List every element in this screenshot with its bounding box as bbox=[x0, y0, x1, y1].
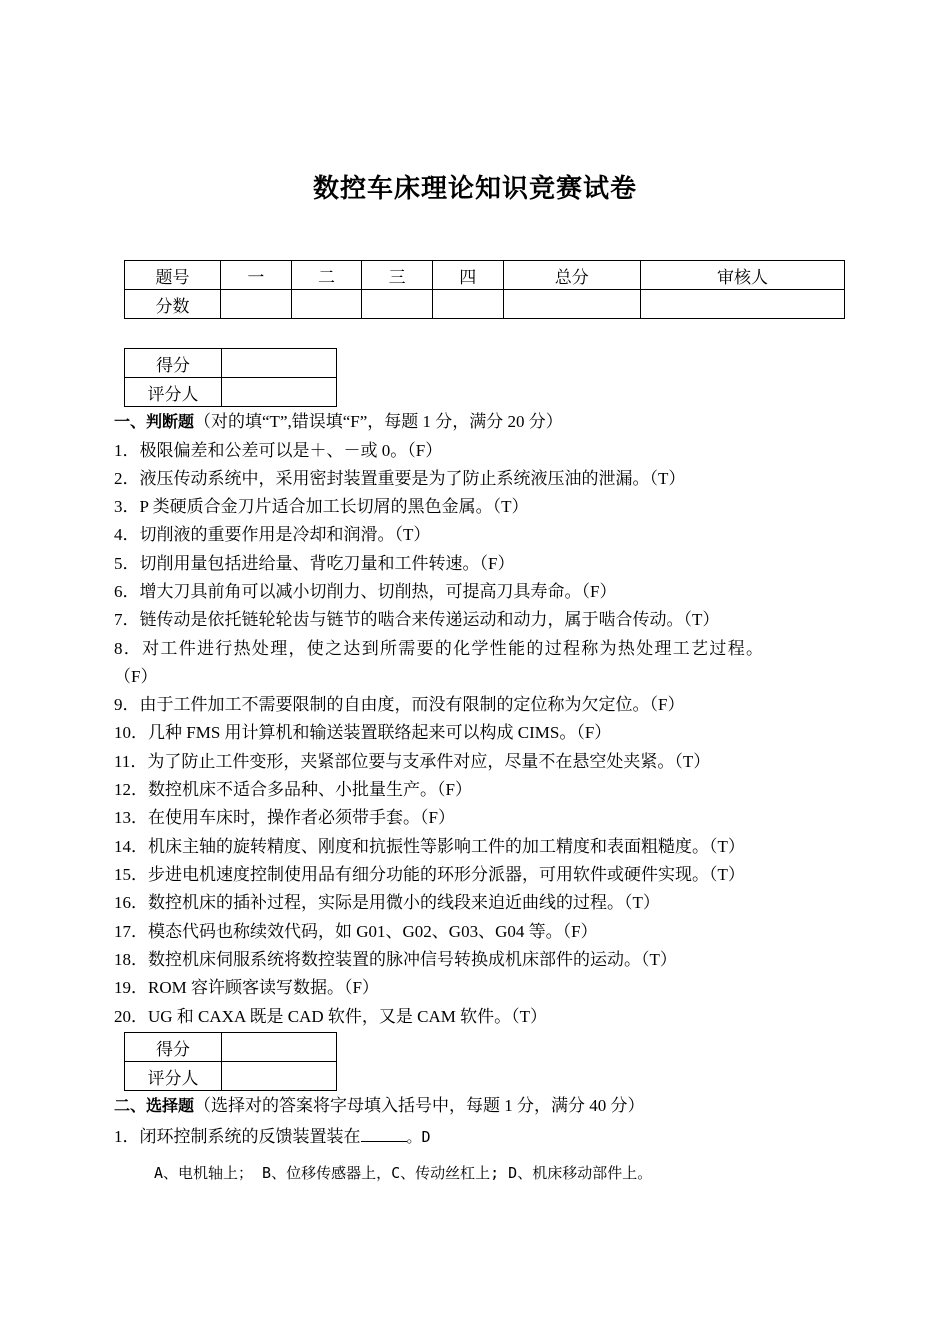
score-cell[interactable] bbox=[640, 290, 844, 319]
header-cell: 审核人 bbox=[640, 261, 844, 290]
list-item: 1．极限偏差和公差可以是＋、－或 0。（F） bbox=[114, 441, 443, 460]
score-row-label: 分数 bbox=[125, 290, 221, 319]
header-cell: 一 bbox=[221, 261, 292, 290]
score-cell[interactable] bbox=[503, 290, 640, 319]
score-label: 得分 bbox=[125, 1033, 222, 1062]
question-1-text: 1．闭环控制系统的反馈装置装在 bbox=[114, 1127, 361, 1146]
section2-heading: 二、选择题 bbox=[114, 1096, 195, 1115]
list-item: 2．液压传动系统中，采用密封装置重要是为了防止系统液压油的泄漏。（T） bbox=[114, 469, 686, 488]
list-item: 20．UG 和 CAXA 既是 CAD 软件，又是 CAM 软件。（T） bbox=[114, 1007, 548, 1026]
grader-box-section1 bbox=[124, 348, 337, 407]
list-item: 19．ROM 容许顾客读写数据。（F） bbox=[114, 978, 379, 997]
list-item: 15．步进电机速度控制使用品有细分功能的环形分派器，可用软件或硬件实现。（T） bbox=[114, 865, 745, 884]
section1-heading: 一、判断题 bbox=[114, 412, 195, 431]
list-item: 14．机床主轴的旋转精度、刚度和抗振性等影响工件的加工精度和表面粗糙度。（T） bbox=[114, 837, 745, 856]
list-item: 3．P 类硬质合金刀片适合加工长切屑的黑色金属。（T） bbox=[114, 497, 529, 516]
score-cell[interactable] bbox=[221, 290, 292, 319]
score-label: 得分 bbox=[125, 349, 222, 378]
list-item: 9．由于工件加工不需要限制的自由度，而没有限制的定位称为欠定位。（F） bbox=[114, 695, 685, 714]
score-input-cell[interactable] bbox=[222, 1033, 337, 1062]
grader-label: 评分人 bbox=[125, 1062, 222, 1091]
header-cell: 题号 bbox=[125, 261, 221, 290]
header-cell: 四 bbox=[432, 261, 503, 290]
list-item: 10．几种 FMS 用计算机和输送装置联络起来可以构成 CIMS。（F） bbox=[114, 723, 612, 742]
list-item: 12．数控机床不适合多品种、小批量生产。（F） bbox=[114, 780, 472, 799]
question-1-options: A、电机轴上； B、位移传感器上，C、传动丝杠上; D、机床移动部件上。 bbox=[154, 1164, 653, 1182]
grader-input-cell[interactable] bbox=[222, 378, 337, 407]
list-item: 8．对工件进行热处理，使之达到所需要的化学性能的过程称为热处理工艺过程。 bbox=[114, 639, 765, 658]
list-item-continuation: （F） bbox=[114, 667, 158, 686]
list-item: 5．切削用量包括进给量、背吃刀量和工件转速。（F） bbox=[114, 554, 515, 573]
score-cell[interactable] bbox=[432, 290, 503, 319]
section2-instructions: （选择对的答案将字母填入括号中，每题 1 分，满分 40 分） bbox=[194, 1096, 645, 1115]
list-item: 11．为了防止工件变形，夹紧部位要与支承件对应，尽量不在悬空处夹紧。（T） bbox=[114, 752, 711, 771]
grader-box-section2 bbox=[124, 1032, 337, 1091]
list-item: 7．链传动是依托链轮轮齿与链节的啮合来传递运动和动力，属于啮合传动。（T） bbox=[114, 610, 720, 629]
list-item: 16．数控机床的插补过程，实际是用微小的线段来迫近曲线的过程。（T） bbox=[114, 893, 660, 912]
grader-label: 评分人 bbox=[125, 378, 222, 407]
question-1 bbox=[114, 1127, 431, 1147]
section1-instructions: （对的填“T”,错误填“F”，每题 1 分，满分 20 分） bbox=[194, 412, 563, 431]
score-table-header-row bbox=[125, 261, 845, 290]
header-cell: 总分 bbox=[503, 261, 640, 290]
question-1-answer: 。D bbox=[406, 1128, 431, 1146]
score-table bbox=[124, 260, 845, 319]
list-item: 17．模态代码也称续效代码，如 G01、G02、G03、G04 等。（F） bbox=[114, 922, 598, 941]
list-item: 18．数控机床伺服系统将数控装置的脉冲信号转换成机床部件的运动。（T） bbox=[114, 950, 677, 969]
answer-blank[interactable] bbox=[361, 1127, 407, 1142]
score-input-cell[interactable] bbox=[222, 349, 337, 378]
page-title: 数控车床理论知识竞赛试卷 bbox=[312, 174, 637, 204]
section1-header bbox=[114, 412, 563, 432]
score-table-score-row bbox=[125, 290, 845, 319]
header-cell: 三 bbox=[362, 261, 433, 290]
section2-header bbox=[114, 1096, 645, 1116]
list-item: 6．增大刀具前角可以减小切削力、切削热，可提高刀具寿命。（F） bbox=[114, 582, 617, 601]
header-cell: 二 bbox=[291, 261, 362, 290]
list-item: 4．切削液的重要作用是冷却和润滑。（T） bbox=[114, 525, 431, 544]
score-cell[interactable] bbox=[362, 290, 433, 319]
list-item: 13．在使用车床时，操作者必须带手套。（F） bbox=[114, 808, 455, 827]
score-cell[interactable] bbox=[291, 290, 362, 319]
grader-input-cell[interactable] bbox=[222, 1062, 337, 1091]
